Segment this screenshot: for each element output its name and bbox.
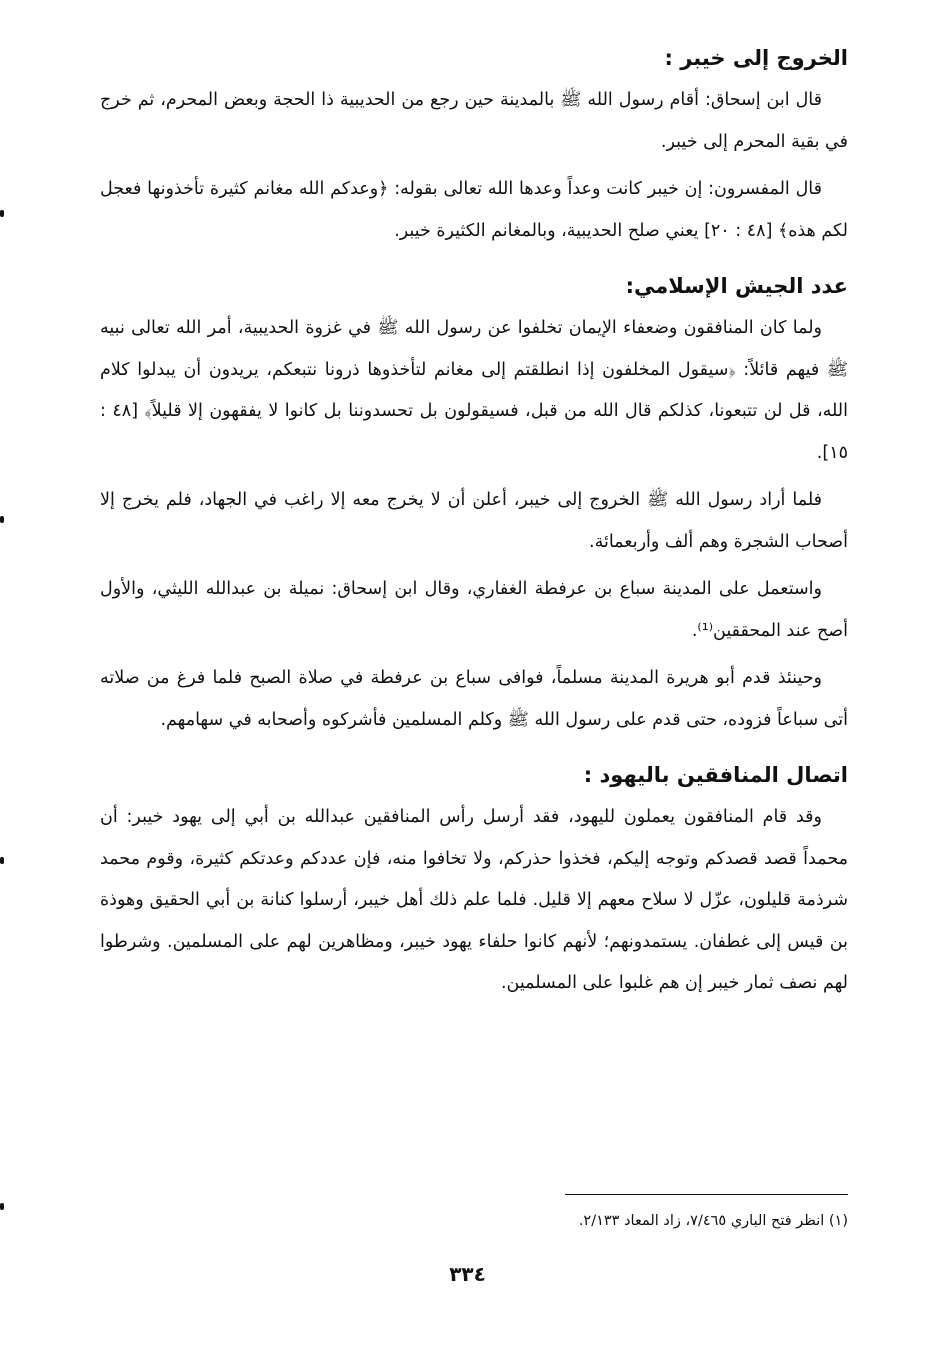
paragraph-mufassirun: قال المفسرون: إن خيبر كانت وعداً وعدها الله تعالى بقوله: ﴿وعدكم الله مغانم كثيرة تأخذونها فعجل لكم هذه﴾ [٤٨ : ٢٠] يعني صلح الحديبية، وبالمغانم الكثيرة خيبر. [100,179,848,241]
section-adad-al-jaysh [100,266,848,741]
scan-edge-mark [0,1203,4,1210]
paragraph-abu-hurayra: وحينئذ قدم أبو هريرة المدينة مسلماً، فوافى سباع بن عرفطة في صلاة الصبح فلما فرغ من صلاته أتى سباعاً فزوده، حتى قدم على رسول الله ﷺ وكلم المسلمين فأشركوه وأصحابه في سهامهم. [100,668,848,730]
scan-edge-mark [0,857,4,864]
paragraph-istaamal-madina: واستعمل على المدينة سباع بن عرفطة الغفاري، وقال ابن إسحاق: نميلة بن عبدالله الليثي، والأول أصح عند المحققين⁽¹⁾. [100,579,848,641]
heading-adad-al-jaysh: عدد الجيش الإسلامي: [625,274,848,298]
scan-edge-mark [0,516,4,523]
footnote-separator [565,1194,848,1195]
page-body [100,38,848,1011]
heading-ittisal-munafiqin: اتصال المنافقين باليهود : [583,763,848,787]
section-ittisal-munafiqin [100,755,848,1005]
paragraph-khuruj-announcement: فلما أراد رسول الله ﷺ الخروج إلى خيبر، أعلن أن لا يخرج معه إلا راغب في الجهاد، فلم يخرج إلا أصحاب الشجرة وهم ألف وأربعمائة. [100,490,848,552]
section-kharuj [100,38,848,252]
heading-kharuj-ila-khaybar: الخروج إلى خيبر : [664,46,848,70]
paragraph-munafiqun-hudaybiya: ولما كان المنافقون وضعفاء الإيمان تخلفوا عن رسول الله ﷺ في غزوة الحديبية، أمر الله تعالى نبيه ﷺ فيهم قائلاً: ﴿سيقول المخلفون إذا انطلقتم إلى مغانم لتأخذوها ذرونا نتبعكم، يريدون أن يبدلوا كلام الله، قل لن تتبعونا، كذلكم قال الله من قبل، فسيقولون بل تحسدوننا بل كانوا لا يفقهون إلا قليلاً﴾ [٤٨ : ١٥]. [100,318,849,463]
paragraph-ibn-ishaq: قال ابن إسحاق: أقام رسول الله ﷺ بالمدينة حين رجع من الحديبية ذا الحجة وبعض المحرم، ثم خرج في بقية المحرم إلى خيبر. [100,90,848,152]
page-number: ٣٣٤ [449,1262,486,1286]
footnote: (١) انظر فتح الباري ٧/٤٦٥، زاد المعاد ٢/١٣٣. [578,1213,848,1229]
scan-edge-mark [0,210,4,217]
paragraph-munafiqun-yahud: وقد قام المنافقون يعملون لليهود، فقد أرسل رأس المنافقين عبدالله بن أبي إلى يهود خيبر: أن محمداً قصد قصدكم وتوجه إليكم، فخذوا حذركم، ولا تخافوا منه، فإن عددكم وعدتكم كثيرة، وقوم محمد شرذمة قليلون، عزّل لا سلاح معهم إلا قليل. فلما علم ذلك أهل خيبر، أرسلوا كنانة بن أبي الحقيق وهوذة بن قيس إلى غطفان. يستمدونهم؛ لأنهم كانوا حلفاء يهود خيبر، ومظاهرين لهم على المسلمين. وشرطوا لهم نصف ثمار خيبر إن هم غلبوا على المسلمين. [100,807,848,993]
